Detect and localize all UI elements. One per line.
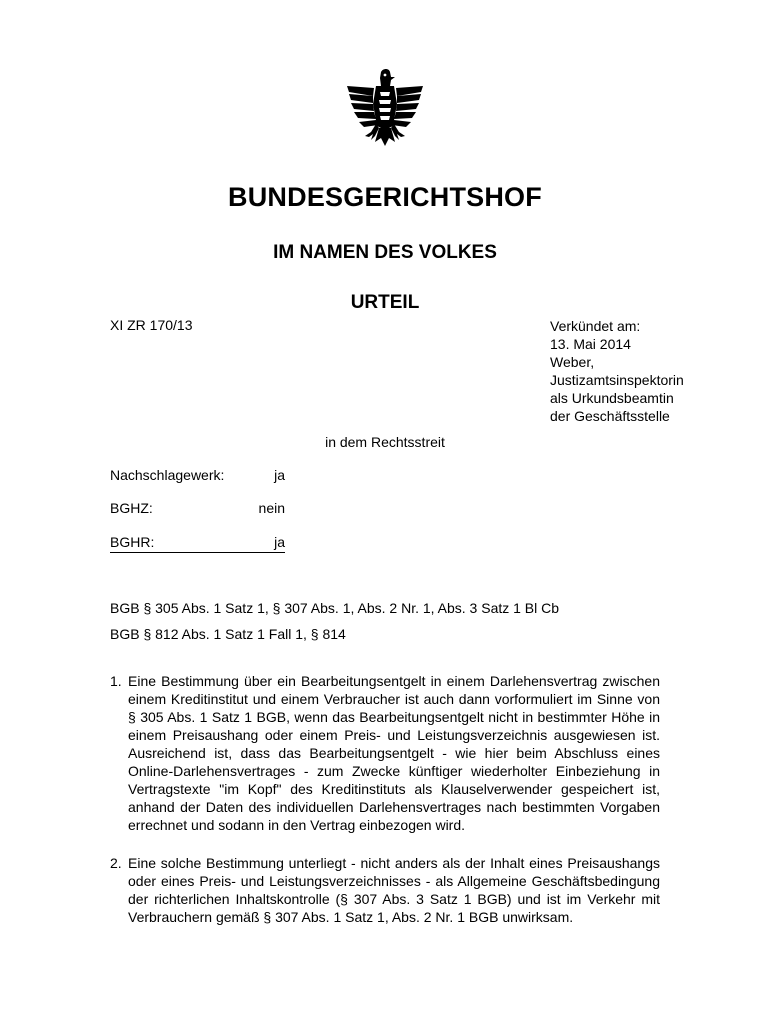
reference-label: BGHZ: [110,500,153,516]
reference-label: BGHR: [110,534,155,550]
norm-line: BGB § 305 Abs. 1 Satz 1, § 307 Abs. 1, Abs. 2 Nr. 1, Abs. 3 Satz 1 Bl Cb [110,600,560,616]
headnote-number: 2. [110,855,122,871]
clerk-role: als Urkundsbeamtin [550,390,674,406]
headnote-number: 1. [110,673,122,689]
federal-eagle-emblem [343,66,427,154]
clerk-title: Justizamtsinspektorin [550,372,684,388]
judgment-formula: IM NAMEN DES VOLKES [273,242,497,263]
announcement-date: 13. Mai 2014 [550,336,631,352]
norm-line: BGB § 812 Abs. 1 Satz 1 Fall 1, § 814 [110,626,346,642]
headnote-item [110,672,660,834]
reference-value: ja [274,467,285,483]
clerk-name: Weber, [550,354,595,370]
announcement-line: Verkündet am: [550,318,641,334]
court-name: BUNDESGERICHTSHOF [228,182,542,212]
reference-bghr [110,534,285,553]
announcement-block [550,317,684,425]
file-number: XI ZR 170/13 [110,317,193,333]
reference-label: Nachschlagewerk: [110,467,225,483]
document-type: URTEIL [350,292,420,313]
clerk-office: der Geschäftsstelle [550,408,670,424]
reference-value: nein [258,500,285,516]
proceeding-line: in dem Rechtsstreit [325,434,445,450]
reference-value: ja [274,534,285,550]
headnote-item [110,854,660,926]
headnote-text: Eine Bestimmung über ein Bearbeitungsentgelt in einem Darlehensvertrag zwischen einem Kreditinstitut und einem Verbraucher ist auch dann vorformuliert im Sinne von § 305 Abs. 1 Satz 1 BGB, wenn das Bearbeitungsentgelt nicht in bestimmter Höhe in einem Preisaushang oder einem Preis- und Leistungsverzeichnis ausgewiesen ist. Ausreichend ist, dass das Bearbeitungsentgelt - wie hier beim Abschluss eines Online-Darlehensvertrages - zum Zwecke künftiger wiederholter Einbeziehung in Vertragstexte "im Kopf" des Kreditinstituts als Klauselverwender gespeichert ist, anhand der Daten des individuellen Darlehensvertrages nach bestimmten Vorgaben errechnet und sodann in den Vertrag einbezogen wird. [128,673,660,833]
headnote-text: Eine solche Bestimmung unterliegt - nicht anders als der Inhalt eines Preisaushangs oder eines Preis- und Leistungsverzeichnisses - als Allgemeine Geschäftsbedingung der richterlichen Inhaltskontrolle (§ 307 Abs. 3 Satz 1 BGB) und ist im Verkehr mit Verbrauchern gemäß § 307 Abs. 1 Satz 1, Abs. 2 Nr. 1 BGB unwirksam. [128,855,660,925]
